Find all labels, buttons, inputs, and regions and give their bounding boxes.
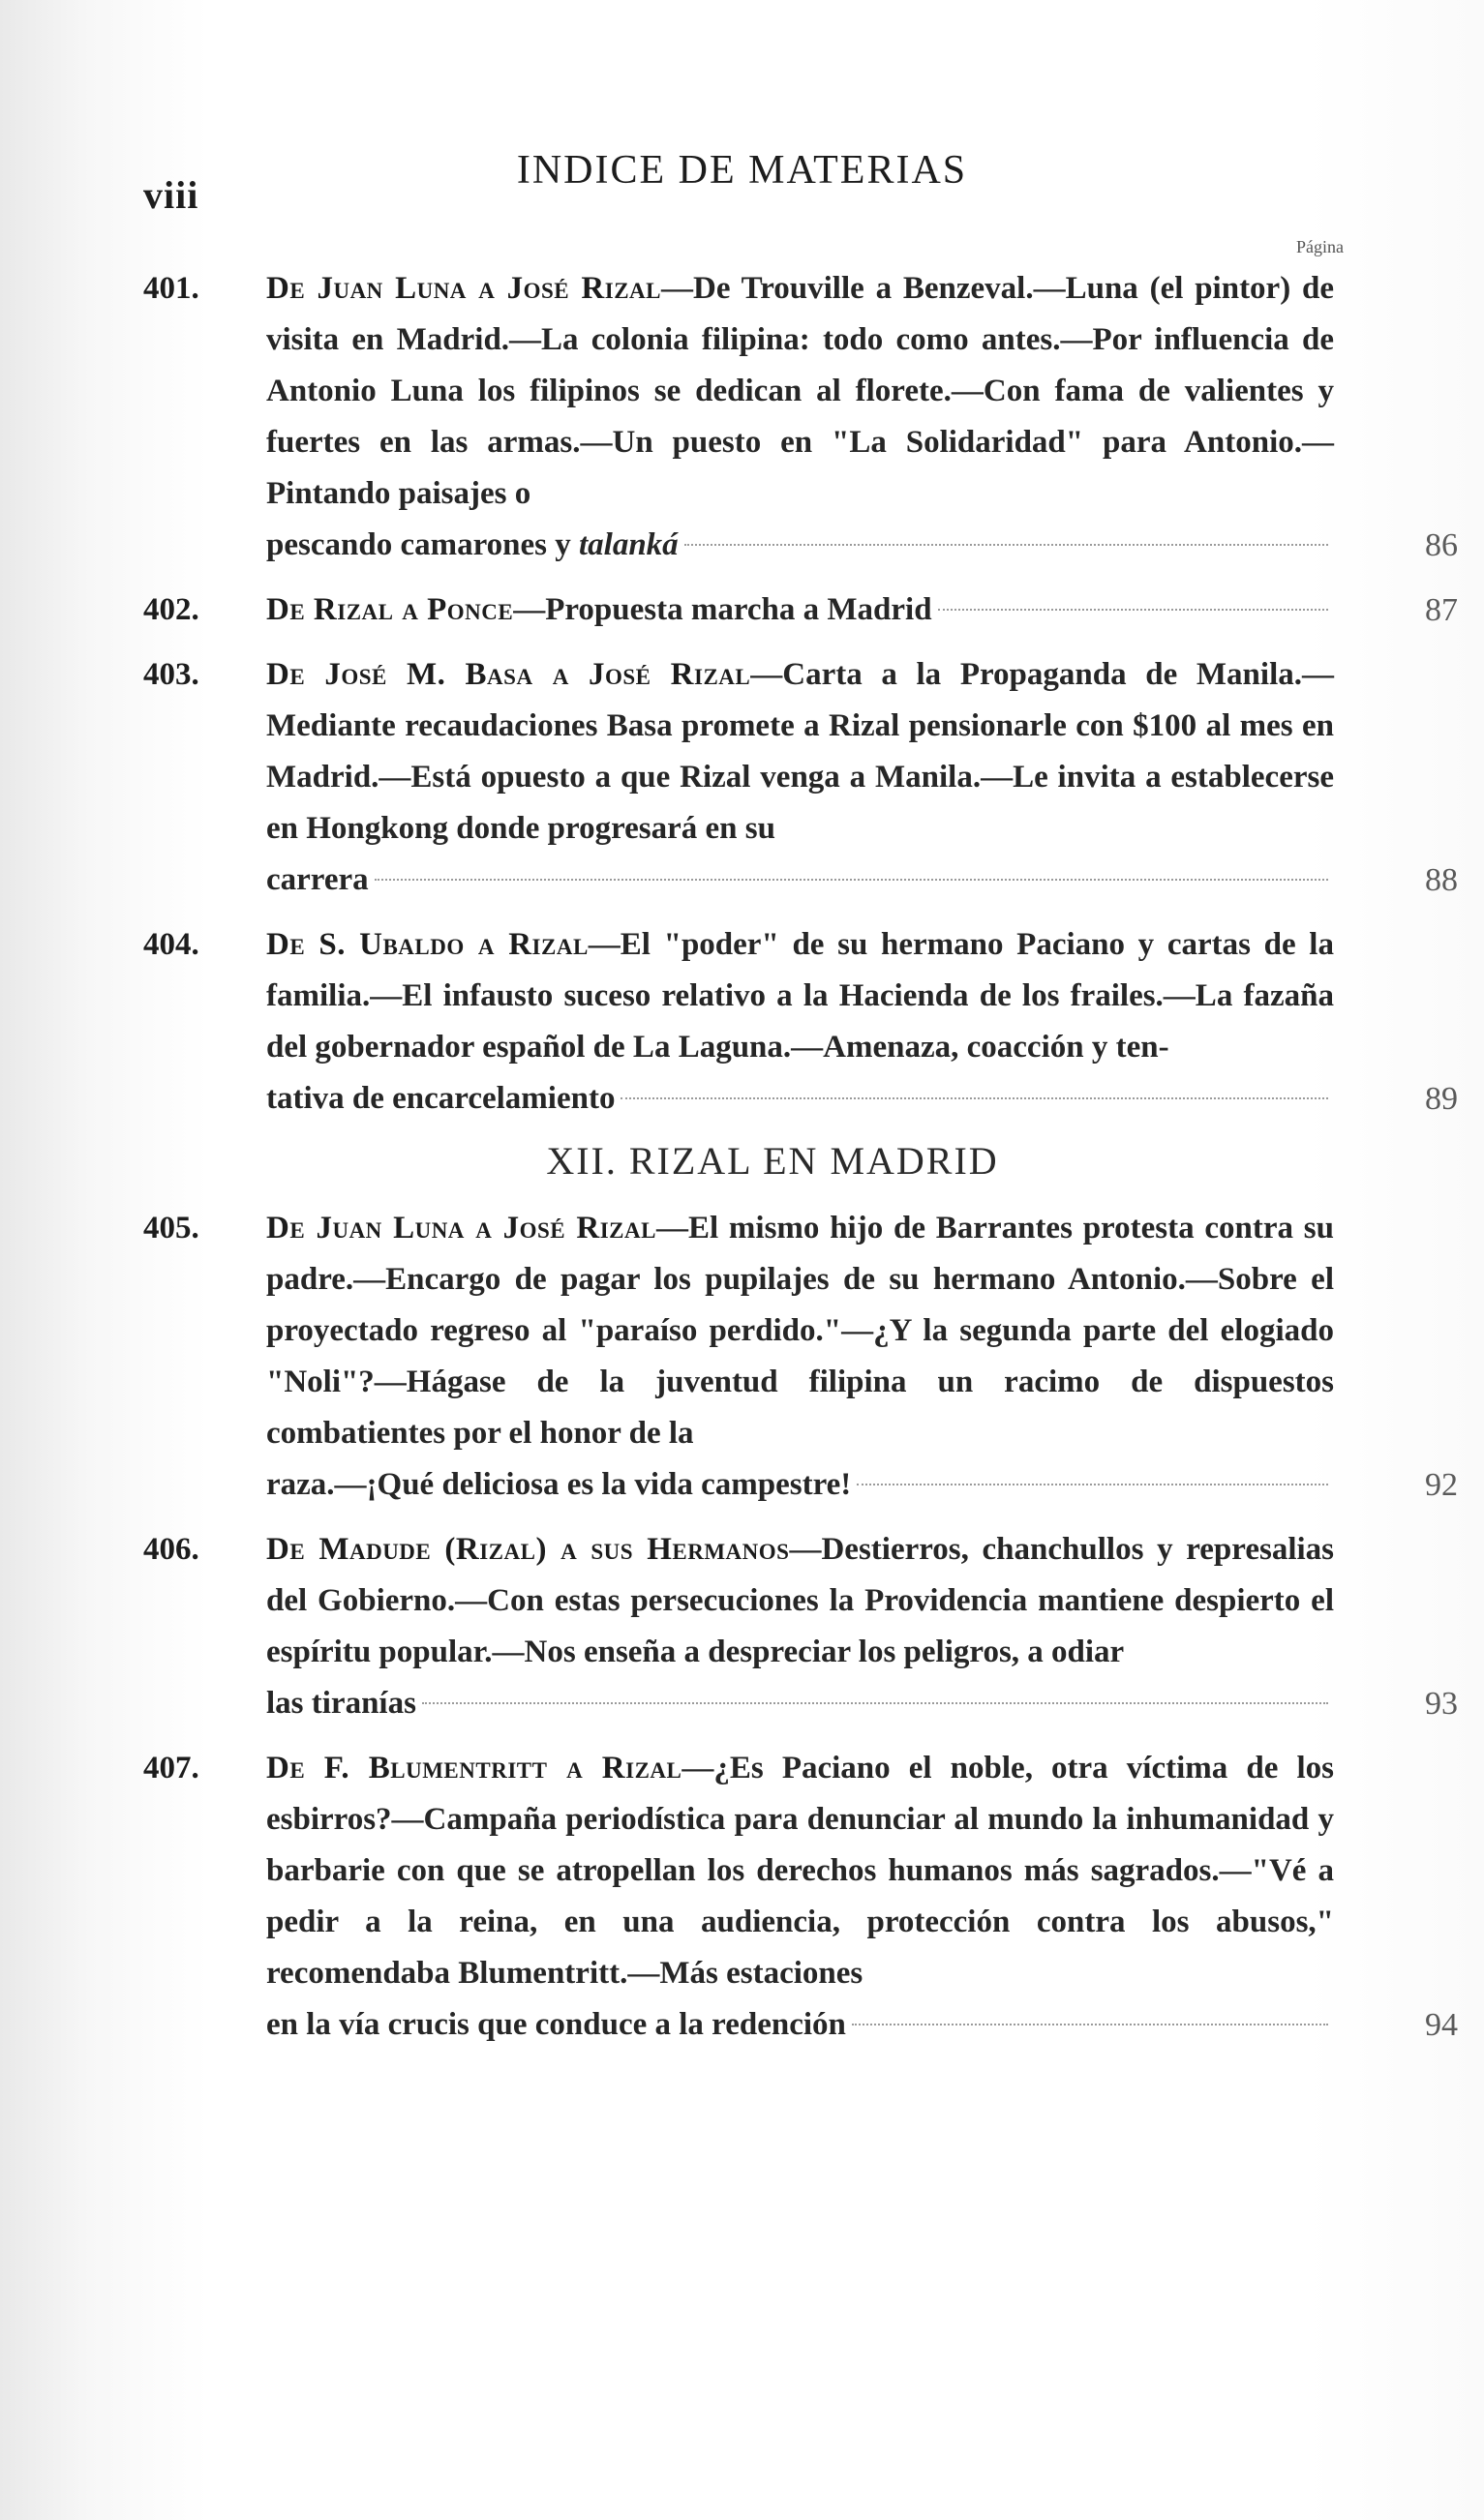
entry-number: 403.: [143, 657, 199, 692]
entry-heading: De F. Blumentritt a Rizal: [266, 1751, 682, 1785]
page-folio: viii: [143, 173, 199, 217]
dot-leader: [938, 609, 1328, 611]
entry-last-text: en la vía crucis que conduce a la redención: [266, 2007, 846, 2042]
entry-page-number: 88: [1425, 862, 1458, 898]
entry-number: 401.: [143, 271, 199, 306]
dot-leader: [857, 1484, 1328, 1485]
entry-page-number: 92: [1425, 1467, 1458, 1503]
entry-last-line: [266, 1999, 1334, 2051]
table-of-contents: [143, 263, 1458, 2064]
entry-heading: De S. Ubaldo a Rizal: [266, 927, 589, 962]
entry-last-line: [266, 585, 1334, 636]
entry-summary: —De Trouville a Benzeval.—Luna (el pintor) de visita en Madrid.—La colonia filipina: todo como antes.—Por influencia de Antonio Luna los filipinos se dedican al florete.—Con fama de valientes y fuertes en las armas.—Un puesto en "La Solidaridad" para Antonio.—Pintando paisajes o: [266, 271, 1334, 511]
toc-entry: [143, 263, 1458, 571]
entry-page-number: 87: [1425, 592, 1458, 628]
dot-leader: [621, 1097, 1328, 1099]
entry-last-text: —Propuesta marcha a Madrid: [513, 592, 932, 627]
entry-page-number: 89: [1425, 1081, 1458, 1117]
entry-page-number: 86: [1425, 527, 1458, 563]
toc-entry: [143, 1203, 1458, 1511]
entry-last-text: las tiranías: [266, 1686, 416, 1721]
entry-last-text: pescando camarones y: [266, 527, 579, 562]
entry-number: 404.: [143, 927, 199, 962]
entry-page-number: 94: [1425, 2007, 1458, 2043]
entry-summary: —Destierros, chanchullos y represalias del Gobierno.—Con estas persecuciones la Providencia mantiene despierto el espíritu popular.—Nos enseña a despreciar los peligros, a odiar: [266, 1532, 1335, 1669]
entry-last-line: [266, 855, 1334, 906]
toc-entry: [143, 919, 1458, 1125]
entry-number: 407.: [143, 1751, 199, 1785]
dot-leader: [422, 1702, 1328, 1704]
toc-entry: [143, 1524, 1458, 1729]
toc-entry: [143, 649, 1458, 906]
entry-heading: De Juan Luna a José Rizal: [266, 271, 661, 306]
entry-summary: —¿Es Paciano el noble, otra víctima de los esbirros?—Campaña periodística para denunciar al mundo la inhumanidad y barbarie con que se atropellan los derechos humanos más sagrados.—"Vé a pedir a la reina, en una audiencia, protección contra los abusos," recomendaba Blumentritt.—Más estaciones: [266, 1751, 1334, 1991]
entry-page-number: 93: [1425, 1686, 1458, 1722]
section-title: XII. RIZAL EN MADRID: [546, 1139, 999, 1183]
entry-heading: De Juan Luna a José Rizal: [266, 1211, 656, 1245]
entry-last-text: tativa de encarcelamiento: [266, 1081, 616, 1116]
entry-last-line: [266, 1459, 1334, 1511]
entry-number: 406.: [143, 1532, 199, 1567]
toc-entry: [143, 1743, 1458, 2051]
entry-summary: —El "poder" de su hermano Paciano y cartas de la familia.—El infausto suceso relativo a la Hacienda de los frailes.—La fazaña del gobernador español de La Laguna.—Amenaza, coacción y ten-: [266, 927, 1334, 1065]
entry-summary: —El mismo hijo de Barrantes protesta contra su padre.—Encargo de pagar los pupilajes de su hermano Antonio.—Sobre el proyectado regreso al "paraíso perdido."—¿Y la segunda parte del elogiado "Noli"?—Hágase de la juventud filipina un racimo de dispuestos combatientes por el honor de la: [266, 1211, 1334, 1451]
entry-heading: De José M. Basa a José Rizal: [266, 657, 751, 692]
entry-number: 405.: [143, 1211, 199, 1245]
dot-leader: [375, 879, 1328, 881]
entry-last-italic: talanká: [578, 527, 679, 562]
entry-heading: De Rizal a Ponce: [266, 592, 514, 627]
entry-last-text: raza.—¡Qué deliciosa es la vida campestre!: [266, 1467, 852, 1502]
entry-summary: —Carta a la Propaganda de Manila.—Mediante recaudaciones Basa promete a Rizal pensionarle con $100 al mes en Madrid.—Está opuesto a que Rizal venga a Manila.—Le invita a establecerse en Hongkong donde progresará en su: [266, 657, 1334, 846]
page-column-label: Página: [1296, 237, 1344, 256]
entry-last-line: [266, 1073, 1334, 1125]
entry-number: 402.: [143, 592, 199, 627]
dot-leader: [684, 544, 1328, 546]
entry-last-line: [266, 1678, 1334, 1729]
dot-leader: [852, 2024, 1328, 2025]
entry-heading: De Madude (Rizal) a sus Hermanos: [266, 1532, 790, 1567]
running-title: INDICE DE MATERIAS: [516, 148, 968, 193]
entry-last-line: [266, 520, 1334, 571]
entry-last-text: carrera: [266, 862, 369, 897]
toc-entry: [143, 585, 1458, 636]
